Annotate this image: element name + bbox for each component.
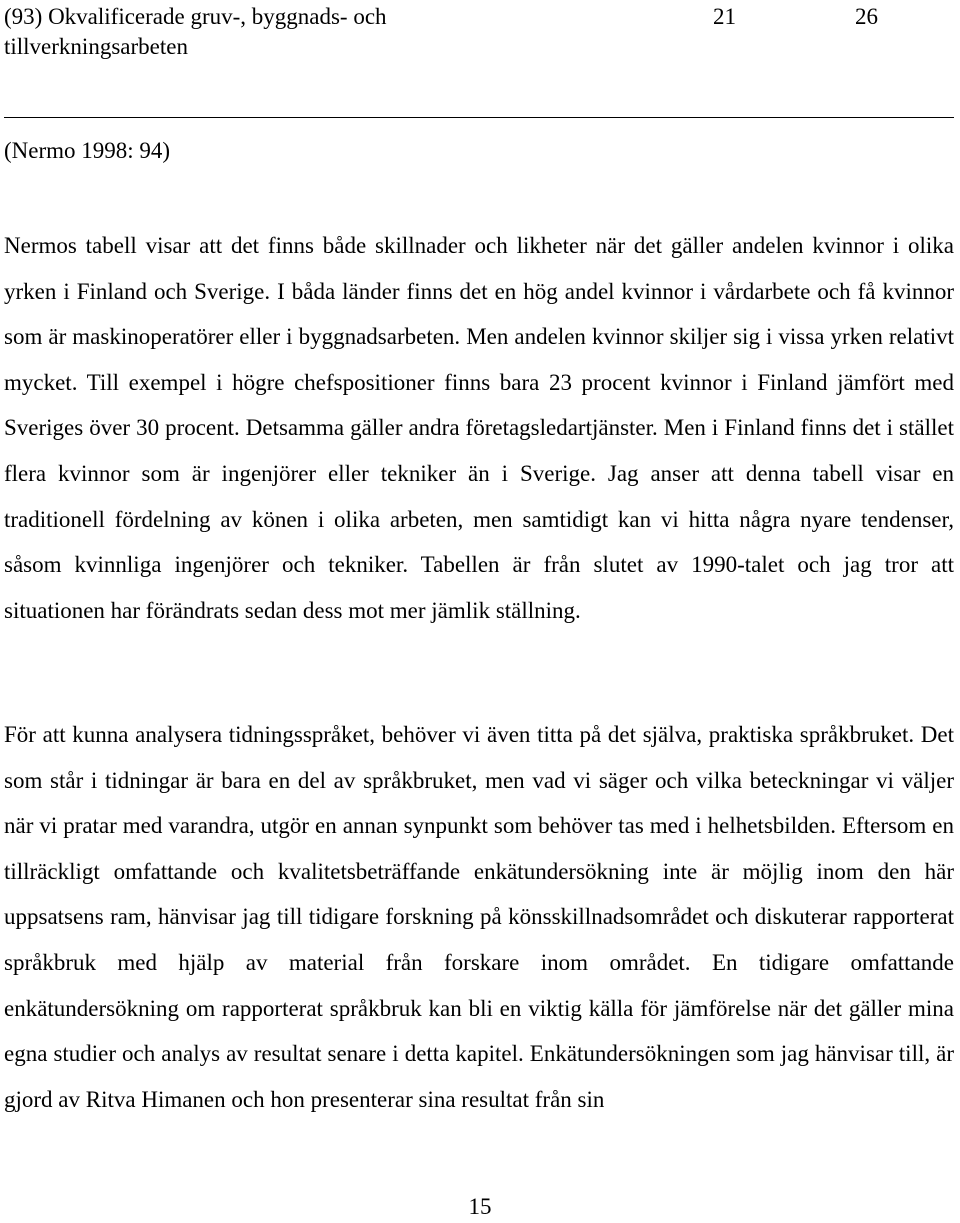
table-cell-value-1: 21 xyxy=(713,4,736,29)
table-row xyxy=(4,2,954,82)
page-number: 15 xyxy=(468,1194,492,1219)
table-cell-value-2: 26 xyxy=(855,4,878,29)
paragraph-2: För att kunna analysera tidningsspråket, behöver vi även titta på det själva, praktiska språkbruket. Det som står i tidningar är bara en del av språkbruket, men vad vi säger och vilka beteckningar vi väljer när vi pratar med varandra, utgör en annan synpunkt som behöver tas med i helhetsbilden. Eftersom en tillräckligt omfattande och kvalitetsbeträffande enkätundersökning inte är möjlig inom den här uppsatsens ram, hänvisar jag till tidigare forskning på könsskillnadsområdet och diskuterar rapporterat språkbruk med hjälp av material från forskare inom området. En tidigare omfattande enkätundersökning om rapporterat språkbruk kan bli en viktig källa för jämförelse när det gäller mina egna studier och analys av resultat senare i detta kapitel. Enkätundersökningen som jag hänvisar till, är gjord av Ritva Himanen och hon presenterar sina resultat från sin xyxy=(4,722,954,1112)
table-bottom-rule xyxy=(4,117,954,118)
table-source: (Nermo 1998: 94) xyxy=(4,138,171,163)
paragraph-1: Nermos tabell visar att det finns både skillnader och likheter när det gäller andelen kvinnor i olika yrken i Finland och Sverige. I båda länder finns det en hög andel kvinnor i vårdarbete och få kvinnor som är maskinoperatörer eller i byggnadsarbeten. Men andelen kvinnor skiljer sig i vissa yrken relativt mycket. Till exempel i högre chefspositioner finns bara 23 procent kvinnor i Finland jämfört med Sveriges över 30 procent. Detsamma gäller andra företagsledartjänster. Men i Finland finns det i stället flera kvinnor som är ingenjörer eller tekniker än i Sverige. Jag anser att denna tabell visar en traditionell fördelning av könen i olika arbeten, men samtidigt kan vi hitta några nyare tendenser, såsom kvinnliga ingenjörer och tekniker. Tabellen är från slutet av 1990-talet och jag tror att situationen har förändrats sedan dess mot mer jämlik ställning. xyxy=(4,233,954,623)
table-row-label: (93) Okvalificerade gruv-, byggnads- och tillverkningsarbeten xyxy=(4,4,387,59)
